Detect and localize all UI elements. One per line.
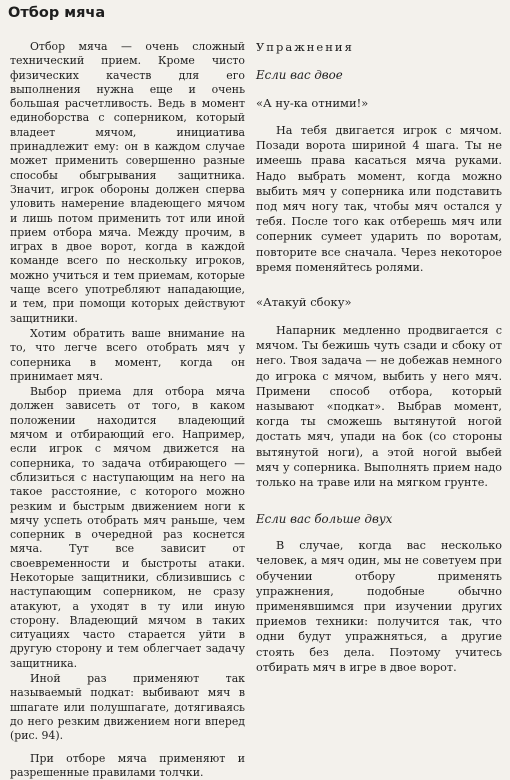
exercise-1-text: На тебя двигается игрок с мячом. Позади ворота шириной 4 шага. Ты не имеешь права касаться мяча руками. Надо выбрать момент, когда можно выбить мяч у соперника или подставить под мяч ногу так, чтобы мяч остался у тебя. После того как отберешь мяч или соперник сумеет ударить по воротам, повторите все сначала. Через некоторое время поменяйтесь ролями. <box>256 124 502 274</box>
many-players-text: В случае, когда вас несколько человек, а мяч один, мы не советуем при обучении отбору применять упражнения, подобные обычно применявшимся при изучении других приемов техники: получится так, что одни будут упражняться, а другие стоять без дела. Поэтому учитесь отбирать мяч в игре в двое ворот. <box>256 539 502 674</box>
left-column <box>10 40 245 780</box>
exercise-1-title: «А ну-ка отними!» <box>256 96 369 110</box>
exercise-2-title: «Атакуй сбоку» <box>256 295 352 310</box>
page-title: Отбор мяча <box>8 5 106 21</box>
exercise-2-text: Напарник медленно продвигается с мячом. Ты бежишь чуть сзади и сбоку от него. Твоя задача — не добежав немного до игрока с мячом, выбить у него мяч. Примени способ отбора, который называют «подкат». Выбрав момент, когда ты сможешь вытянутой ногой достать мяч, упади на бок (со стороны вытянутой ноги), а этой ногой выбей мяч у соперника. Выполнять прием надо только на траве или на мягком грунте. <box>256 324 502 490</box>
two-players-heading: Если вас двое <box>256 68 343 82</box>
right-column <box>256 40 502 675</box>
many-players-heading: Если вас больше двух <box>256 512 393 527</box>
paragraph-choice: Выбор приема для отбора мяча должен зависеть от того, в каком положении находится владеющий мячом и отбирающий его. Например, если игрок с мячом движется на соперника, то задача отбирающего — сблизиться с наступающим на него на такое расстояние, с которого можно резким и быстрым движением ноги к мячу успеть отобрать мяч раньше, чем соперник в очередной раз коснется мяча. Тут все зависит от своевременности и быстроты атаки. Некоторые защитники, сблизившись с наступающим соперником, не сразу атакуют, а уходят в ту или иную сторону. Владеющий мячом в таких ситуациях часто старается уйти в другую сторону и тем облегчает задачу защитника. <box>10 385 245 670</box>
exercises-heading: Упражнения <box>256 40 354 54</box>
paragraph-pushes: При отборе мяча применяют и разрешенные правилами толчки. <box>10 751 245 779</box>
paragraph-slide-tackle: Иной раз применяют так называемый подкат: выбивают мяч в шпагате или полушпагате, дотягиваясь до него резким движением ноги вперед (рис. 94). <box>10 672 245 743</box>
paragraph-intro: Отбор мяча — очень сложный технический прием. Кроме чисто физических качеств для его выполнения нужна еще и очень большая расчетливость. Ведь в момент единоборства с соперником, который владеет мячом, инициатива принадлежит ему: он в каждом случае может применить совершенно разные способы обыгрывания защитника. Значит, игрок обороны должен сперва уловить намерение владеющего мячом и лишь потом применить тот или иной прием отбора мяча. Между прочим, в играх в двое ворот, когда в каждой команде всего по нескольку игроков, можно учиться и тем приемам, которые чаще всего употребляют нападающие, и тем, при помощи которых действуют защитники. <box>10 40 245 325</box>
paragraph-receive: Хотим обратить ваше внимание на то, что легче всего отобрать мяч у соперника в момент, когда он принимает мяч. <box>10 326 245 383</box>
